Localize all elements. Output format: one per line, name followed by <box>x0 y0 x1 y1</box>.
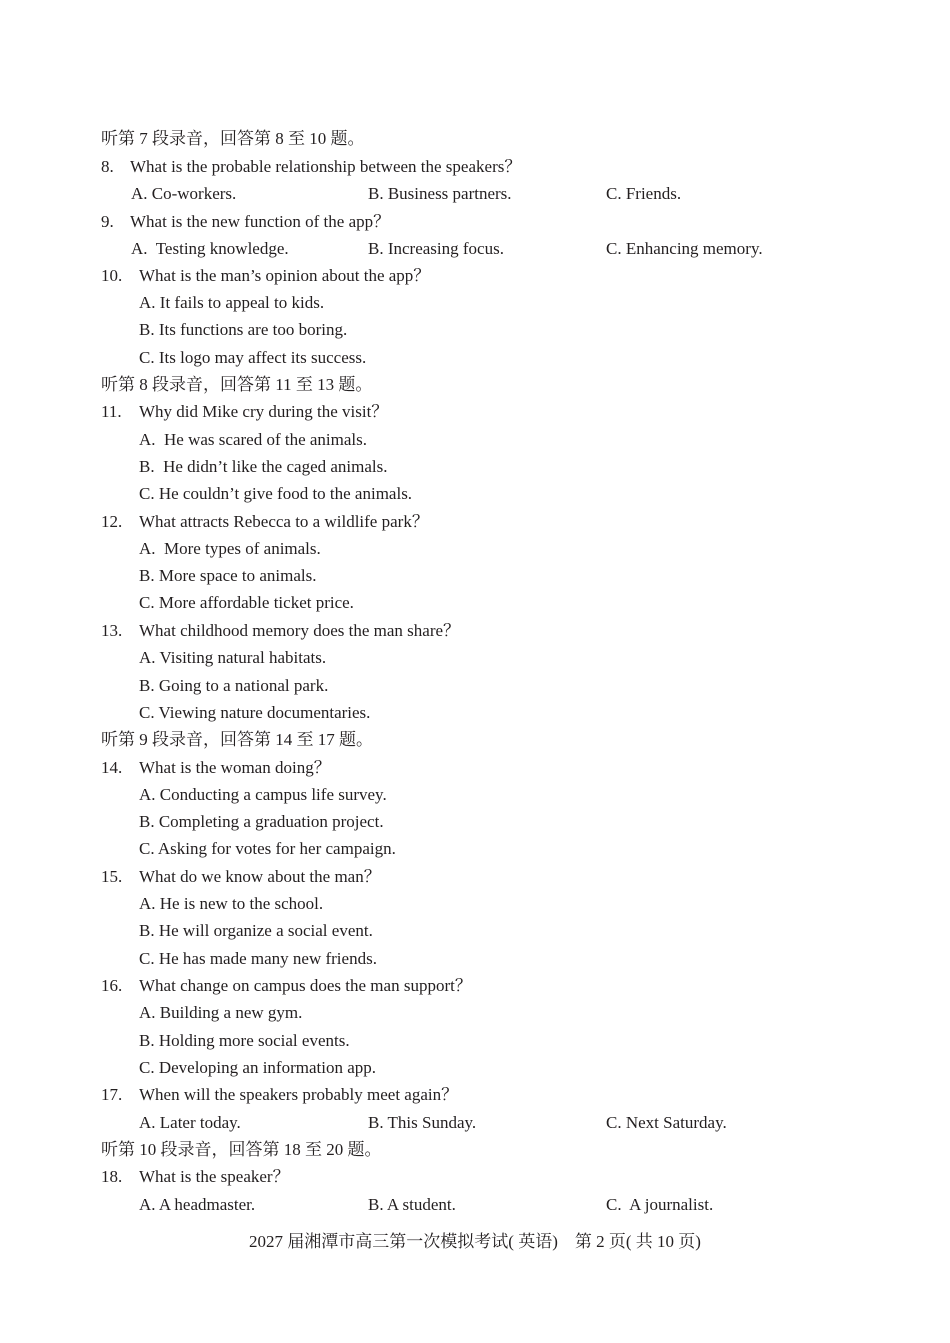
option-c <box>606 1112 727 1134</box>
question-text: What attracts Rebecca to a wildlife park？ <box>139 512 429 531</box>
section-heading-7: 听第 7 段录音，回答第 8 至 10 题。 <box>101 129 365 148</box>
option-letter: C. <box>139 348 155 367</box>
option-letter: B. <box>139 676 155 695</box>
option-letter: A. <box>131 239 148 258</box>
question-text: What childhood memory does the man share？ <box>139 621 461 640</box>
option-b <box>368 1112 476 1134</box>
option-letter: A. <box>139 539 156 558</box>
option-text: He will organize a social event. <box>158 921 373 940</box>
question-text: What do we know about the man？ <box>139 867 381 886</box>
option-text: It fails to appeal to kids. <box>159 293 325 312</box>
option-text: A student. <box>386 1195 456 1214</box>
option-letter: C. <box>139 593 155 612</box>
option-letter: C. <box>139 1058 155 1077</box>
question-18 <box>101 1166 950 1188</box>
question-11 <box>101 401 950 423</box>
question-number: 17. <box>101 1085 123 1104</box>
option-text: He didn’t like the caged animals. <box>163 457 388 476</box>
question-9 <box>101 211 950 233</box>
option-letter: A. <box>139 293 156 312</box>
option-letter: C. <box>606 1113 622 1132</box>
option-text: More space to animals. <box>158 566 317 585</box>
option-text: Completing a graduation project. <box>158 812 384 831</box>
question-number: 10. <box>101 266 123 285</box>
option-letter: B. <box>368 239 384 258</box>
option-text: Its logo may affect its success. <box>158 348 367 367</box>
option-c <box>606 238 763 260</box>
option-letter: B. <box>139 320 155 339</box>
option-b <box>368 183 512 205</box>
option-text: Developing an information app. <box>158 1058 377 1077</box>
option-text: Its functions are too boring. <box>158 320 348 339</box>
option-letter: B. <box>139 921 155 940</box>
option-letter: B. <box>139 812 155 831</box>
question-text: What is the speaker？ <box>139 1167 290 1186</box>
option-text: Holding more social events. <box>158 1031 350 1050</box>
question-number: 11. <box>101 402 122 421</box>
option-b <box>368 238 504 260</box>
option-text: More types of animals. <box>164 539 321 558</box>
option-text: Later today. <box>159 1113 241 1132</box>
option-text: He has made many new friends. <box>158 949 377 968</box>
option-text: Friends. <box>625 184 682 203</box>
option-text: Testing knowledge. <box>155 239 289 258</box>
question-8 <box>101 156 950 178</box>
option-a <box>139 1112 241 1134</box>
option-letter: A. <box>139 894 156 913</box>
option-a <box>131 183 236 205</box>
question-17 <box>101 1084 950 1106</box>
option-letter: C. <box>139 484 155 503</box>
option-text: Increasing focus. <box>387 239 504 258</box>
option-letter: A. <box>139 1195 156 1214</box>
question-text: Why did Mike cry during the visit？ <box>139 402 389 421</box>
question-number: 15. <box>101 867 123 886</box>
option-text: Enhancing memory. <box>625 239 763 258</box>
option-text: He was scared of the animals. <box>164 430 368 449</box>
option-text: Visiting natural habitats. <box>159 648 327 667</box>
option-text: Co-workers. <box>151 184 237 203</box>
option-letter: A. <box>131 184 148 203</box>
section-heading-8: 听第 8 段录音，回答第 11 至 13 题。 <box>101 375 373 394</box>
question-number: 14. <box>101 758 123 777</box>
question-number: 13. <box>101 621 123 640</box>
option-letter: A. <box>139 785 156 804</box>
option-letter: C. <box>139 703 155 722</box>
option-letter: C. <box>606 239 622 258</box>
option-letter: B. <box>139 1031 155 1050</box>
option-letter: C. <box>606 1195 622 1214</box>
option-b <box>368 1194 456 1216</box>
option-letter: C. <box>139 949 155 968</box>
option-text: A journalist. <box>629 1195 714 1214</box>
question-13 <box>101 620 950 642</box>
option-text: This Sunday. <box>387 1113 477 1132</box>
question-text: What change on campus does the man support？ <box>139 976 472 995</box>
question-number: 12. <box>101 512 123 531</box>
option-a <box>131 238 289 260</box>
option-text: He is new to the school. <box>159 894 324 913</box>
option-text: Next Saturday. <box>625 1113 727 1132</box>
option-letter: B. <box>139 566 155 585</box>
option-letter: C. <box>606 184 622 203</box>
option-text: Asking for votes for her campaign. <box>157 839 396 858</box>
question-text: What is the man’s opinion about the app？ <box>139 266 431 285</box>
option-letter: B. <box>368 184 384 203</box>
option-text: Going to a national park. <box>158 676 329 695</box>
question-15 <box>101 866 950 888</box>
question-10 <box>101 265 950 287</box>
question-number: 9. <box>101 212 114 231</box>
option-text: Conducting a campus life survey. <box>159 785 387 804</box>
section-heading-10: 听第 10 段录音，回答第 18 至 20 题。 <box>101 1140 382 1159</box>
option-text: Building a new gym. <box>159 1003 303 1022</box>
option-letter: A. <box>139 648 156 667</box>
option-letter: B. <box>368 1195 384 1214</box>
option-text: He couldn’t give food to the animals. <box>158 484 413 503</box>
question-12 <box>101 511 950 533</box>
question-number: 8. <box>101 157 114 176</box>
question-text: What is the probable relationship between the speakers？ <box>130 157 522 176</box>
question-text: What is the new function of the app？ <box>130 212 391 231</box>
option-text: Viewing nature documentaries. <box>158 703 371 722</box>
option-letter: B. <box>139 457 155 476</box>
question-number: 18. <box>101 1167 123 1186</box>
question-14 <box>101 757 950 779</box>
question-number: 16. <box>101 976 123 995</box>
option-letter: C. <box>139 839 155 858</box>
section-heading-9: 听第 9 段录音，回答第 14 至 17 题。 <box>101 730 373 749</box>
option-c <box>606 1194 713 1216</box>
option-text: More affordable ticket price. <box>158 593 354 612</box>
page-footer: 2027 届湘潭市高三第一次模拟考试( 英语) 第 2 页( 共 10 页) <box>249 1232 701 1251</box>
question-text: What is the woman doing？ <box>139 758 331 777</box>
option-letter: A. <box>139 1113 156 1132</box>
option-text: Business partners. <box>387 184 512 203</box>
question-text: When will the speakers probably meet again？ <box>139 1085 459 1104</box>
option-letter: B. <box>368 1113 384 1132</box>
question-16 <box>101 975 950 997</box>
option-text: A headmaster. <box>158 1195 256 1214</box>
option-c <box>606 183 681 205</box>
option-letter: A. <box>139 1003 156 1022</box>
option-a <box>139 1194 255 1216</box>
option-letter: A. <box>139 430 156 449</box>
